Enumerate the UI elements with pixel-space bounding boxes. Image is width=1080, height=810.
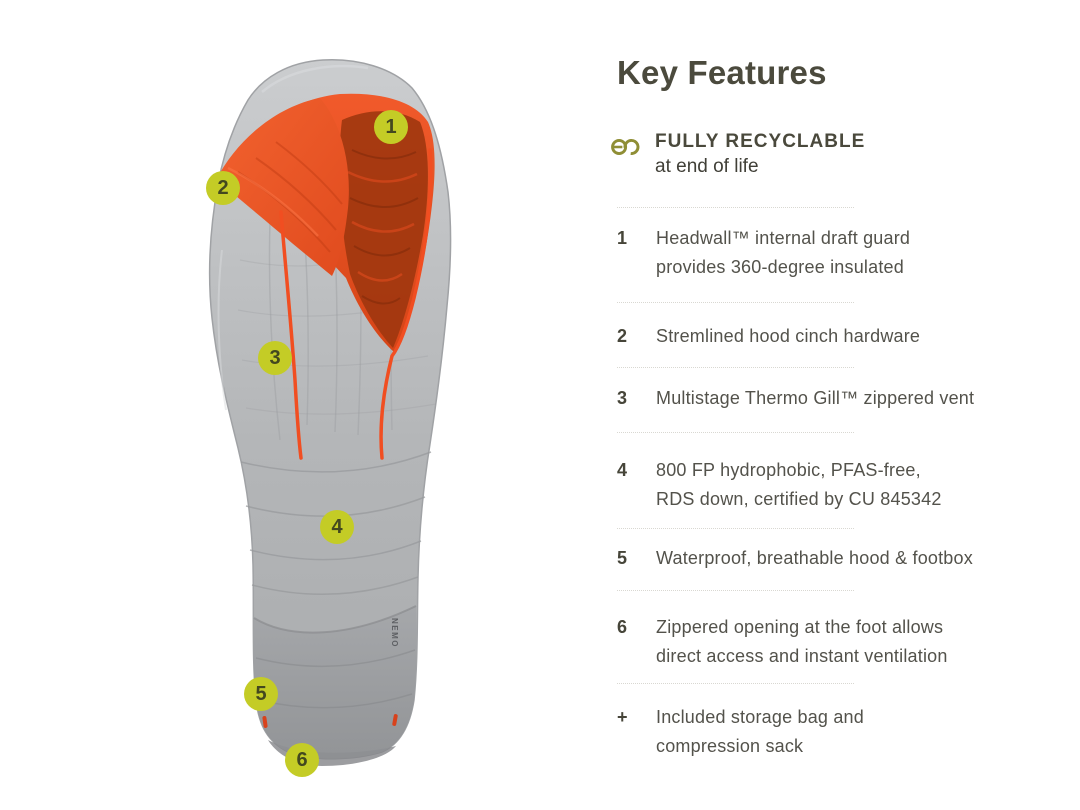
divider	[617, 302, 854, 303]
divider	[617, 528, 854, 529]
feature-text	[656, 613, 948, 671]
feature-item-plus	[617, 703, 1047, 761]
feature-line: RDS down, certified by CU 845342	[656, 489, 942, 509]
feature-number: 2	[617, 326, 628, 346]
divider	[617, 367, 854, 368]
feature-item-5	[617, 544, 1047, 573]
marker-label: 6	[296, 749, 308, 771]
feature-line: Headwall™ internal draft guard	[656, 228, 911, 248]
recyclable-heading: FULLY RECYCLABLE	[655, 131, 866, 152]
marker-label: 4	[331, 516, 343, 538]
feature-line: Included storage bag and	[656, 707, 864, 727]
feature-number: 3	[617, 388, 628, 408]
callout-marker-3	[258, 341, 292, 375]
recyclable-subheading: at end of life	[655, 156, 759, 177]
feature-line: direct access and instant ventilation	[656, 646, 948, 666]
marker-label: 5	[255, 683, 267, 705]
feature-line: compression sack	[656, 736, 804, 756]
feature-item-3	[617, 384, 1047, 413]
feature-text	[656, 703, 864, 761]
bag-brand-label: NEMO	[390, 618, 399, 648]
marker-label: 1	[385, 116, 397, 138]
feature-line: Waterproof, breathable hood & footbox	[656, 548, 973, 568]
callout-marker-5	[244, 677, 278, 711]
feature-item-2	[617, 322, 1047, 351]
key-features-panel	[610, 0, 1080, 810]
feature-item-4	[617, 456, 1047, 514]
feature-number: 4	[617, 460, 628, 480]
feature-text	[656, 322, 920, 351]
feature-line: Zippered opening at the foot allows	[656, 617, 944, 637]
feature-number: 6	[617, 617, 628, 637]
divider	[617, 432, 854, 433]
feature-text	[656, 384, 974, 413]
divider	[617, 207, 854, 208]
feature-line: 800 FP hydrophobic, PFAS-free,	[656, 460, 921, 480]
recyclable-feature	[610, 131, 865, 178]
marker-label: 3	[269, 347, 281, 369]
callout-marker-2	[206, 171, 240, 205]
recyclable-text	[655, 131, 865, 178]
feature-text	[656, 544, 973, 573]
feature-number: 5	[617, 548, 628, 568]
divider	[617, 590, 854, 591]
feature-line: provides 360-degree insulated	[656, 257, 904, 277]
feature-line: Stremlined hood cinch hardware	[656, 326, 921, 346]
feature-number: +	[617, 707, 628, 727]
feature-item-1	[617, 224, 1047, 282]
endless-loop-icon	[610, 136, 642, 158]
divider	[617, 683, 854, 684]
callout-marker-4	[320, 510, 354, 544]
page-title: Key Features	[617, 54, 827, 91]
callout-marker-1	[374, 110, 408, 144]
callout-marker-6	[285, 743, 319, 777]
feature-text	[656, 456, 942, 514]
feature-text	[656, 224, 910, 282]
feature-number: 1	[617, 228, 628, 248]
marker-label: 2	[217, 177, 229, 199]
feature-item-6	[617, 613, 1047, 671]
feature-line: Multistage Thermo Gill™ zippered vent	[656, 388, 975, 408]
